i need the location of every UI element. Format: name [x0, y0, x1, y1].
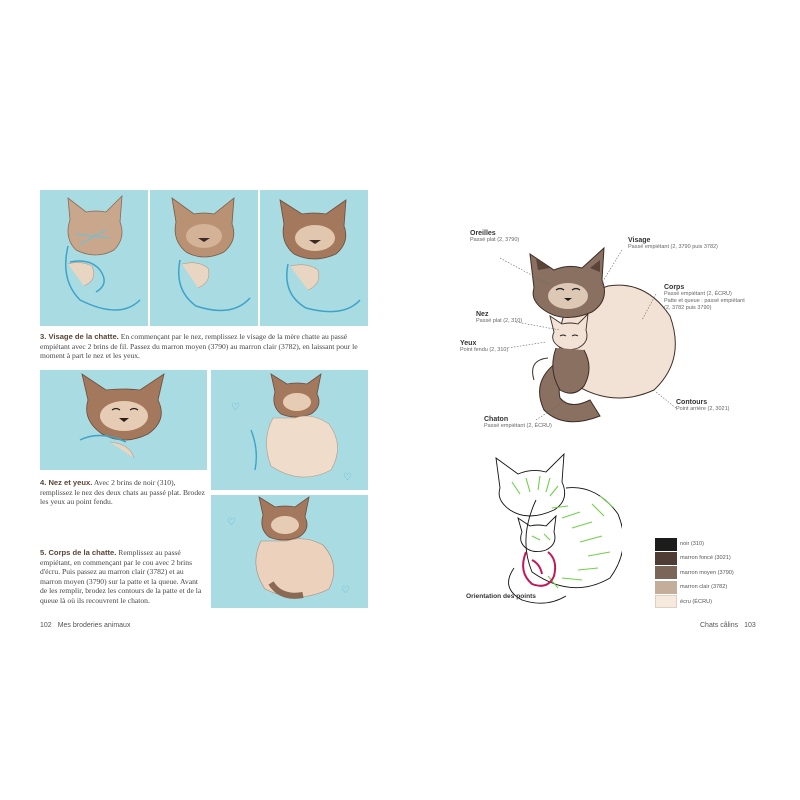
label-oreilles-detail: Passé plat (2, 3790)	[470, 237, 520, 243]
photo-step5-b	[211, 495, 368, 608]
svg-text:♡: ♡	[227, 517, 236, 528]
cat-face-outline-photo	[40, 190, 148, 326]
step5-title: 5. Corps de la chatte.	[40, 548, 117, 557]
label-visage-detail: Passé empiétant (2, 3790 puis 3782)	[628, 244, 718, 250]
step3-caption	[40, 332, 368, 361]
label-corps-title: Corps	[664, 284, 685, 291]
cat-face-eyes-photo	[40, 370, 207, 470]
legend-row	[655, 566, 734, 580]
step3-title: 3. Visage de la chatte.	[40, 332, 119, 341]
legend-row	[655, 580, 734, 594]
legend-swatch	[655, 566, 677, 579]
photo-step5-a	[211, 370, 368, 490]
right-page-number: 103	[744, 622, 756, 629]
legend-swatch	[655, 538, 677, 551]
label-visage	[628, 237, 718, 251]
cat-face-progress-photo	[150, 190, 258, 326]
right-running-title: Chats câlins	[700, 622, 739, 629]
left-running-title: Mes broderies animaux	[57, 622, 131, 629]
legend-swatch	[655, 581, 677, 594]
step5-caption	[40, 548, 205, 606]
step4-text: Avec 2 brins de noir (310), remplissez le nez des deux chats au passé plat. Brodez les yeux au point fendu.	[40, 478, 205, 507]
orientation-title: Orientation des points	[466, 593, 536, 600]
label-chaton-detail: Passé empiétant (2, ÉCRU)	[484, 423, 552, 429]
stitch-orientation-diagram	[492, 448, 622, 608]
label-yeux	[460, 340, 508, 354]
label-corps	[664, 284, 745, 312]
cat-face-finished-photo	[260, 190, 368, 326]
right-page	[400, 0, 800, 800]
step3-text: En commençant par le nez, remplissez le visage de la mère chatte au passé empiétant avec 2 brins de fil. Passez du marron moyen (3790) au marron clair (3782), en laissant pour le moment à part le nez et les yeux.	[40, 332, 358, 361]
photo-step4	[40, 370, 207, 470]
label-chaton	[484, 416, 552, 430]
label-nez-title: Nez	[476, 311, 489, 318]
label-contours	[676, 399, 730, 413]
step5-text: Remplissez au passé empiétant, en commençant par le cou avec 2 brins d'écru. Puis passez au marron clair (3782) et au marron moyen (3790) sur la patte et la queue. Avant de les remplir, brodez les contours de la patte et de la queue là où ils recouvrent le chaton.	[40, 548, 202, 605]
legend-label: écru (ÉCRU)	[680, 598, 713, 605]
label-yeux-detail: Point fendu (2, 310)	[460, 347, 509, 353]
legend-swatch	[655, 595, 677, 608]
label-oreilles-title: Oreilles	[470, 230, 496, 237]
label-oreilles	[470, 230, 519, 244]
legend-label: marron clair (3782)	[680, 584, 728, 591]
photo-step3-c	[260, 190, 368, 326]
left-folio	[40, 622, 130, 629]
label-nez-detail: Passé plat (2, 310)	[476, 318, 523, 324]
cat-body-progress-photo	[211, 370, 368, 490]
cat-body-finished-photo	[211, 495, 368, 608]
svg-text:♡: ♡	[341, 585, 350, 596]
label-leaders	[480, 240, 780, 420]
photo-step3-a	[40, 190, 148, 326]
legend-row	[655, 537, 734, 551]
svg-text:♡: ♡	[231, 402, 240, 413]
step4-caption	[40, 478, 205, 507]
step4-title: 4. Nez et yeux.	[40, 478, 93, 487]
svg-text:♡: ♡	[343, 472, 352, 483]
legend-label: marron moyen (3790)	[680, 569, 734, 576]
right-folio	[700, 622, 756, 629]
label-nez	[476, 311, 522, 325]
legend-row	[655, 551, 734, 565]
label-corps-detail1: Passé empiétant (2, ÉCRU)	[664, 291, 732, 297]
label-yeux-title: Yeux	[460, 340, 477, 347]
legend-swatch	[655, 552, 677, 565]
label-visage-title: Visage	[628, 237, 651, 244]
label-contours-title: Contours	[676, 399, 708, 406]
label-contours-detail: Point arrière (2, 3021)	[676, 406, 730, 412]
legend-row	[655, 595, 734, 609]
left-page-number: 102	[40, 622, 52, 629]
label-chaton-title: Chaton	[484, 416, 509, 423]
thread-color-legend	[655, 537, 734, 609]
legend-label: noir (310)	[680, 541, 704, 547]
photo-step3-b	[150, 190, 258, 326]
legend-label: marron foncé (3021)	[680, 555, 731, 562]
label-corps-detail2: Patte et queue : passé empiétant	[664, 298, 745, 304]
label-corps-detail3: (2, 3782 puis 3790)	[664, 305, 712, 311]
